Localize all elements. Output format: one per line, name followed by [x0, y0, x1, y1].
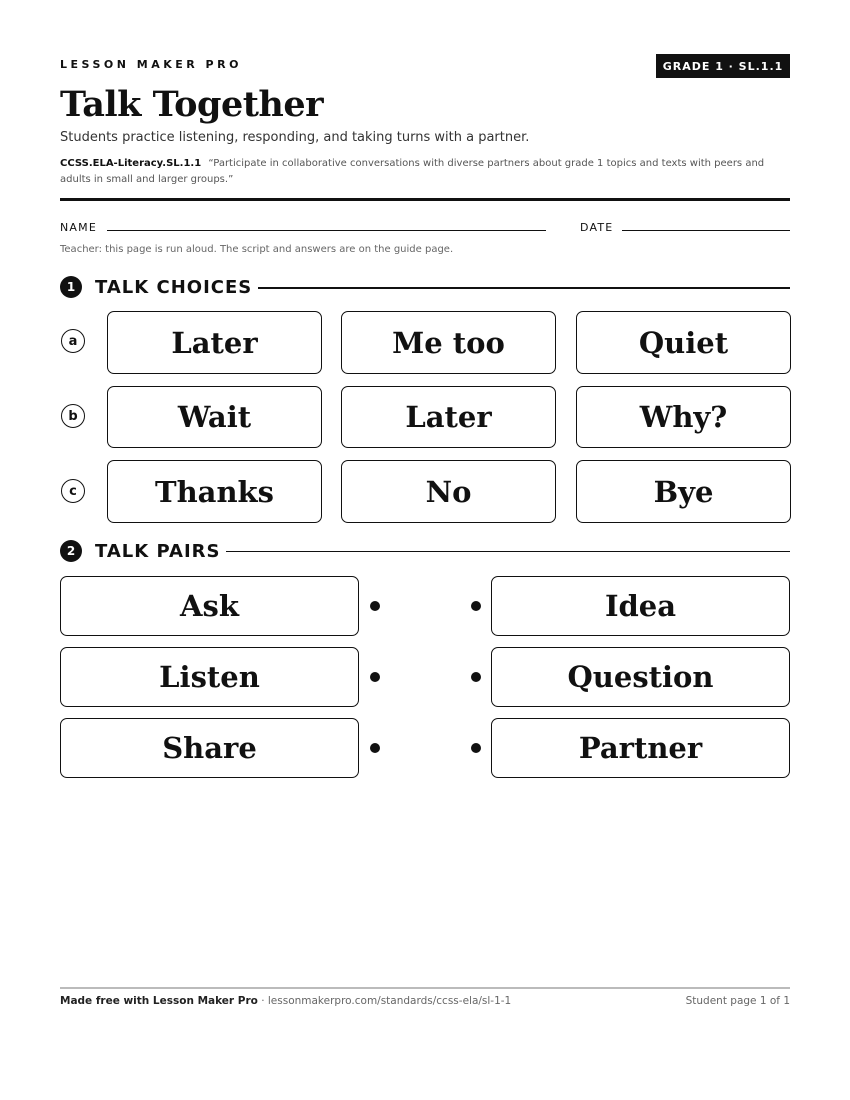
standard-text: “Participate in collaborative conversations with diverse partners about grade 1 topics and texts with peers and adults in small and larger groups.”: [60, 158, 765, 185]
pair-card-left[interactable]: Share: [60, 718, 359, 778]
date-label: DATE: [580, 221, 614, 234]
match-dot-left[interactable]: [370, 601, 380, 611]
section-divider: [258, 287, 790, 289]
page-title: Talk Together: [60, 84, 324, 125]
pair-card-right[interactable]: Partner: [491, 718, 790, 778]
section-title: TALK PAIRS: [95, 540, 221, 562]
section-divider: [226, 551, 790, 552]
row-letter-a: a: [61, 329, 85, 353]
pair-card-right[interactable]: Idea: [491, 576, 790, 636]
footer-credit: [60, 995, 511, 1007]
row-letter-b: b: [61, 404, 85, 428]
choice-card[interactable]: Thanks: [107, 460, 322, 523]
pair-card-left[interactable]: Ask: [60, 576, 359, 636]
header-divider: [60, 198, 790, 201]
section-number-badge: 2: [60, 540, 82, 562]
match-dot-right[interactable]: [471, 672, 481, 682]
name-field[interactable]: [107, 230, 546, 231]
footer-url: · lessonmakerpro.com/standards/ccss-ela/sl-1-1: [257, 995, 512, 1007]
standard-description: [60, 156, 795, 188]
brand-name: LESSON MAKER PRO: [60, 58, 242, 71]
footer-page-number: Student page 1 of 1: [685, 995, 790, 1007]
section-title: TALK CHOICES: [95, 276, 253, 298]
name-label: NAME: [60, 221, 97, 234]
choice-card[interactable]: Later: [107, 311, 322, 374]
match-dot-right[interactable]: [471, 743, 481, 753]
section-talk-pairs-heading: [60, 539, 221, 563]
footer-divider: [60, 987, 790, 989]
match-dot-left[interactable]: [370, 672, 380, 682]
pair-card-right[interactable]: Question: [491, 647, 790, 707]
choice-card[interactable]: No: [341, 460, 556, 523]
date-field[interactable]: [622, 230, 790, 231]
pair-card-left[interactable]: Listen: [60, 647, 359, 707]
choice-card[interactable]: Why?: [576, 386, 791, 448]
choice-card[interactable]: Wait: [107, 386, 322, 448]
footer-made-with: Made free with Lesson Maker Pro: [60, 995, 258, 1007]
section-talk-choices-heading: [60, 275, 252, 299]
section-number-badge: 1: [60, 276, 82, 298]
teacher-note: Teacher: this page is run aloud. The script and answers are on the guide page.: [60, 244, 454, 255]
grade-badge: GRADE 1 · SL.1.1: [656, 54, 790, 78]
page-subtitle: Students practice listening, responding, and taking turns with a partner.: [60, 130, 530, 145]
choice-card[interactable]: Me too: [341, 311, 556, 374]
row-letter-c: c: [61, 479, 85, 503]
choice-card[interactable]: Bye: [576, 460, 791, 523]
standard-code: CCSS.ELA-Literacy.SL.1.1: [60, 158, 202, 169]
choice-card[interactable]: Later: [341, 386, 556, 448]
match-dot-left[interactable]: [370, 743, 380, 753]
choice-card[interactable]: Quiet: [576, 311, 791, 374]
match-dot-right[interactable]: [471, 601, 481, 611]
